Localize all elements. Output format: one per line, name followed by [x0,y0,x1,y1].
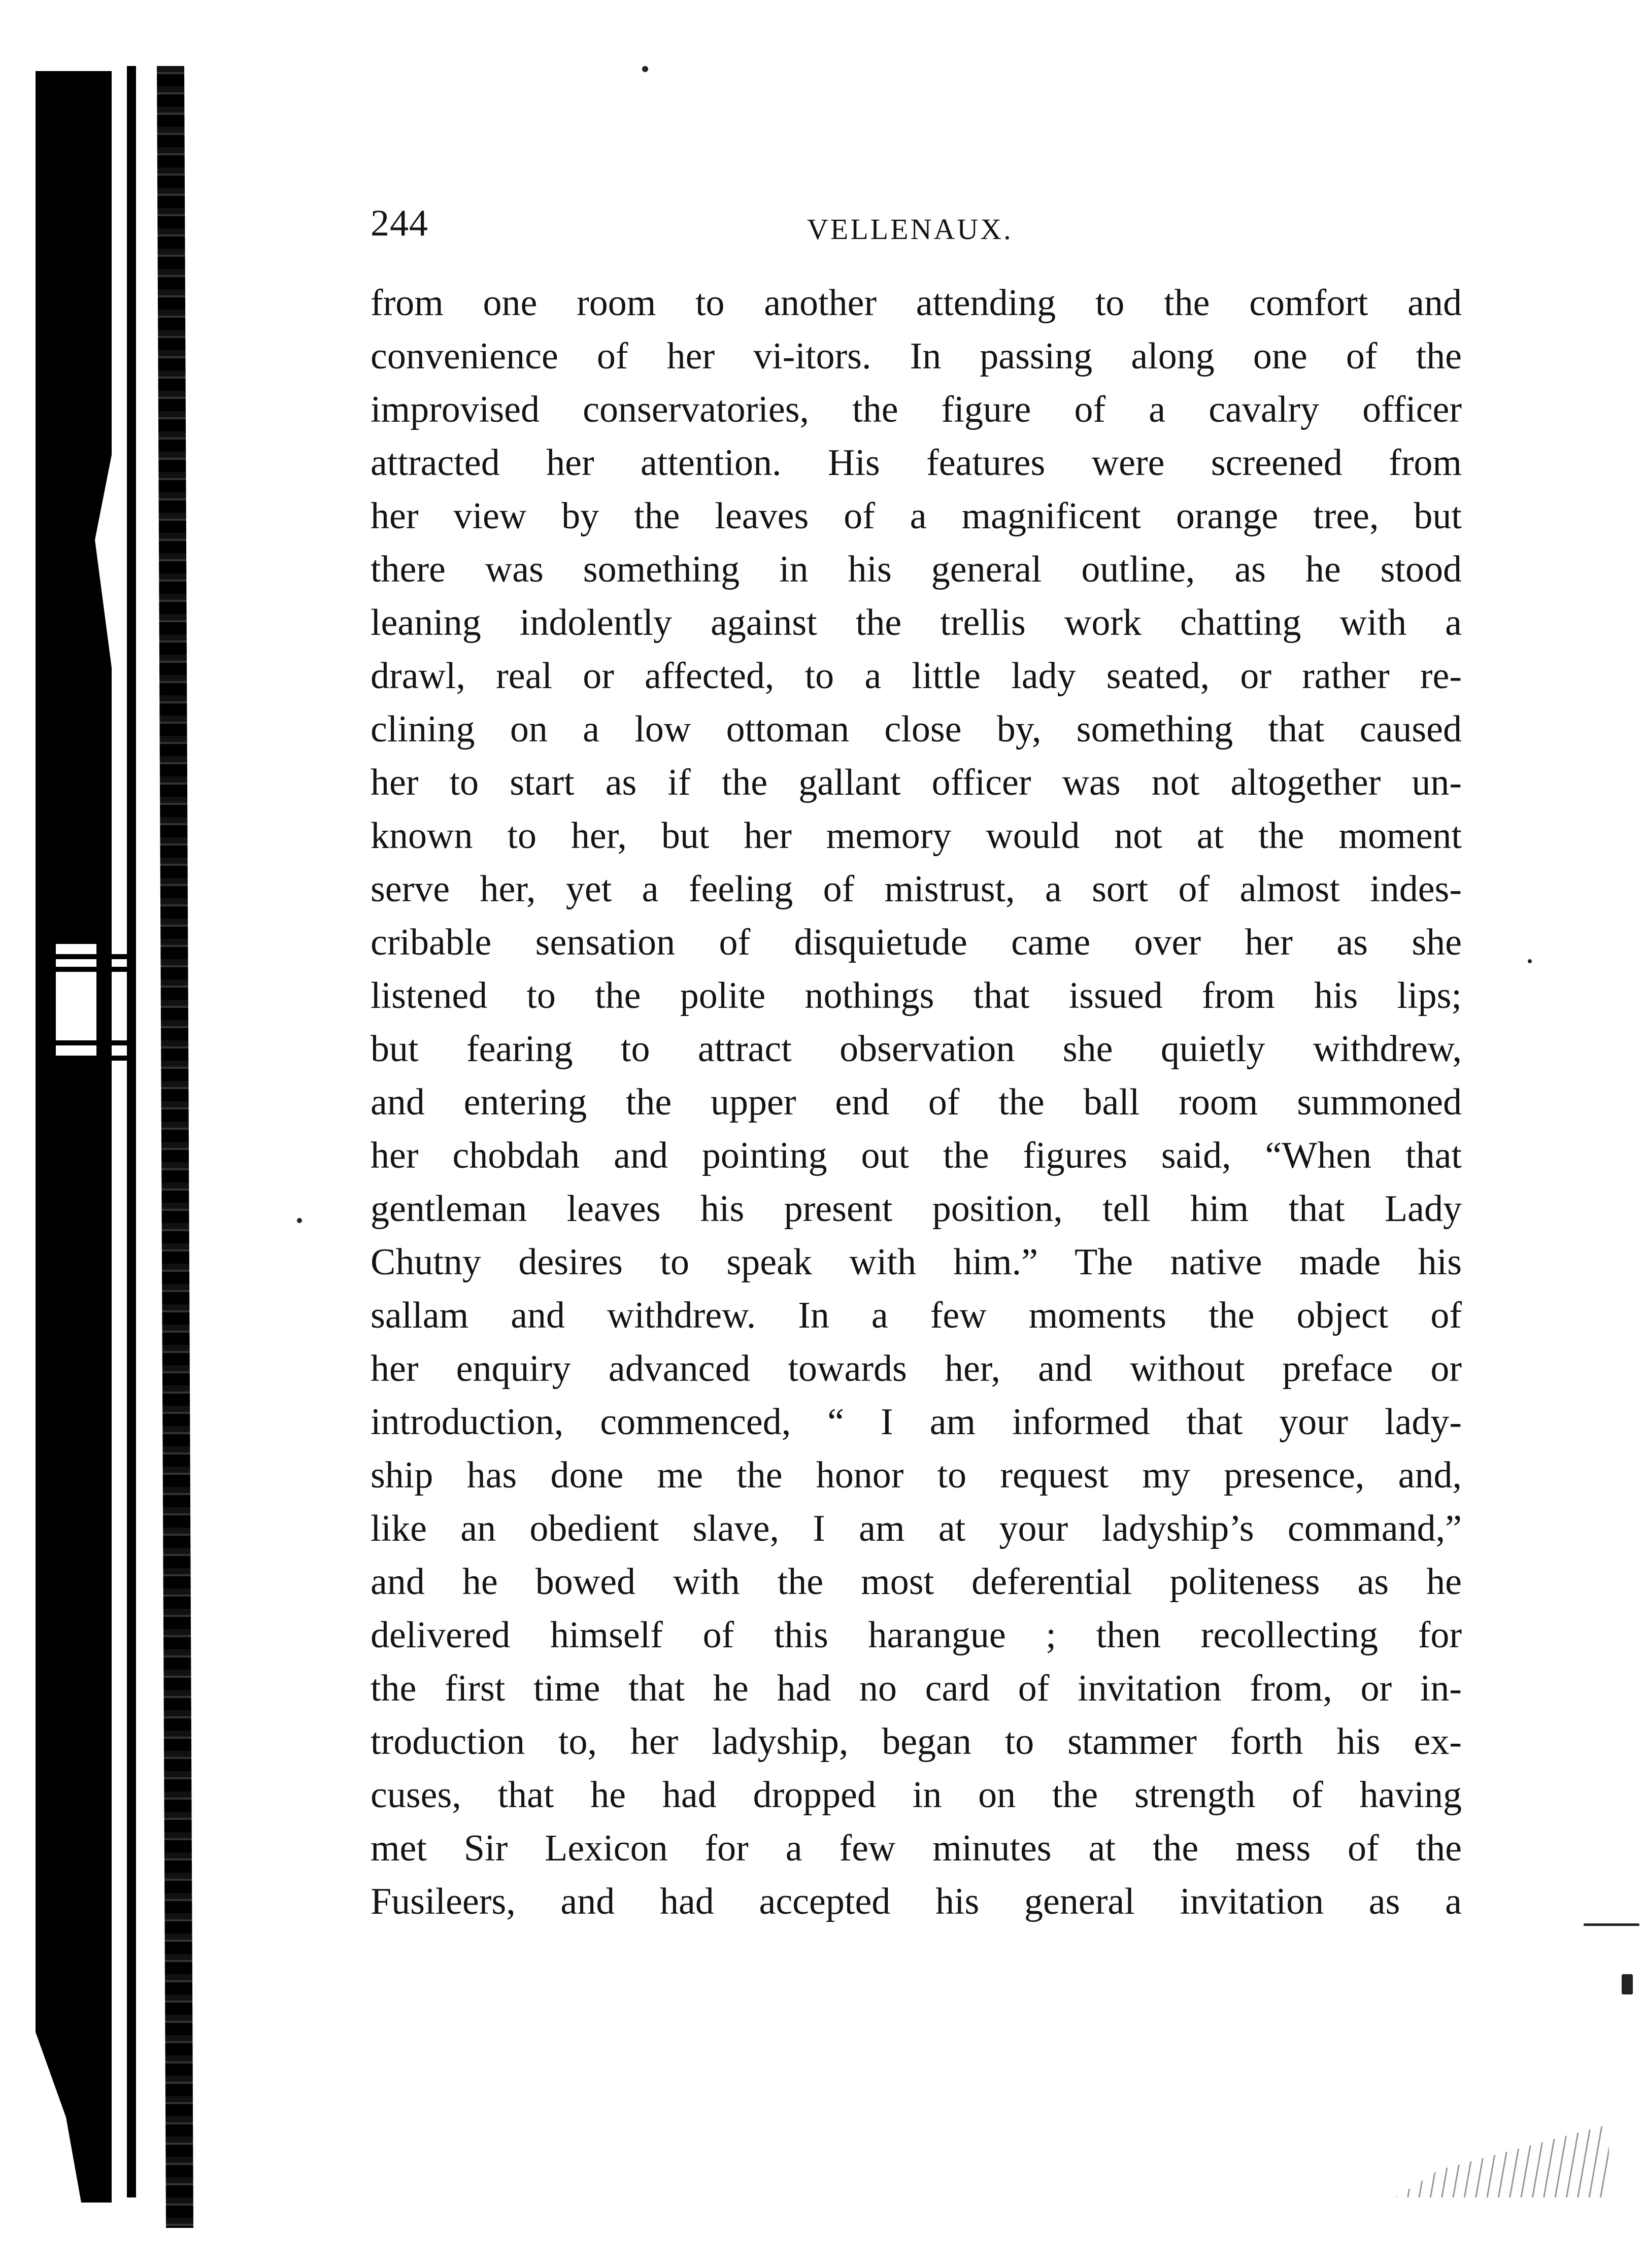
gutter-mark [51,1056,127,1061]
text-line: introduction, commenced, “ I am informed that your lady- [371,1401,1462,1443]
scan-speck [1528,959,1532,963]
running-head-title: VELLENAUX. [807,213,1013,246]
text-line: attracted her attention. His features were screened from [371,442,1462,484]
text-line: her chobdah and pointing out the figures said, “When that [371,1135,1462,1176]
scan-speck [1622,1974,1633,1994]
text-line: cuses, that he had dropped in on the strength of having [371,1774,1462,1816]
text-line: from one room to another attending to the comfort and [371,282,1462,324]
text-line: there was something in his general outline, as he stood [371,549,1462,590]
gutter-mark [51,954,127,959]
text-line: listened to the polite nothings that issued from his lips; [371,975,1462,1017]
scan-speck [1584,1923,1639,1926]
text-line: ship has done me the honor to request my presence, and, [371,1454,1462,1496]
text-line: serve her, yet a feeling of mistrust, a sort of almost indes- [371,868,1462,910]
text-line: and entering the upper end of the ball room summoned [371,1081,1462,1123]
text-line: cribable sensation of disquietude came over her as she [371,922,1462,963]
text-line: her enquiry advanced towards her, and without preface or [371,1348,1462,1390]
text-line: the first time that he had no card of invitation from, or in- [371,1668,1462,1709]
text-line: Fusileers, and had accepted his general invitation as a [371,1881,1462,1922]
text-line: troduction to, her ladyship, began to stammer forth his ex- [371,1721,1462,1763]
page-number: 244 [371,202,428,244]
text-line: and he bowed with the most deferential politeness as he [371,1561,1462,1603]
scan-speck [297,1218,302,1223]
text-line: delivered himself of this harangue ; then recollecting for [371,1614,1462,1656]
text-line: her to start as if the gallant officer was not altogether un- [371,762,1462,803]
text-line: gentleman leaves his present position, tell him that Lady [371,1188,1462,1230]
text-line: improvised conservatories, the figure of a cavalry officer [371,389,1462,430]
binding-strip [127,66,136,2197]
text-line: sallam and withdrew. In a few moments the object of [371,1295,1462,1336]
binding-edge [152,66,198,2228]
text-line: her view by the leaves of a magnificent orange tree, but [371,495,1462,537]
gutter-mark [51,1040,127,1045]
body-text [371,277,1462,1928]
binding-shadow [36,71,112,2203]
text-line: Chutny desires to speak with him.” The native made his [371,1241,1462,1283]
text-line: like an obedient slave, I am at your ladyship’s command,” [371,1508,1462,1549]
text-line: known to her, but her memory would not at the moment [371,815,1462,857]
text-line: but fearing to attract observation she quietly withdrew, [371,1028,1462,1070]
text-line: clining on a low ottoman close by, something that caused [371,708,1462,750]
running-header [371,193,1462,254]
text-line: drawl, real or affected, to a little lady seated, or rather re- [371,655,1462,697]
scan-noise [1396,2106,1609,2197]
text-line: met Sir Lexicon for a few minutes at the mess of the [371,1827,1462,1869]
text-line: leaning indolently against the trellis work chatting with a [371,602,1462,644]
scan-speck [642,66,648,72]
gutter-mark [51,967,127,972]
text-line: convenience of her vi-itors. In passing along one of the [371,335,1462,377]
